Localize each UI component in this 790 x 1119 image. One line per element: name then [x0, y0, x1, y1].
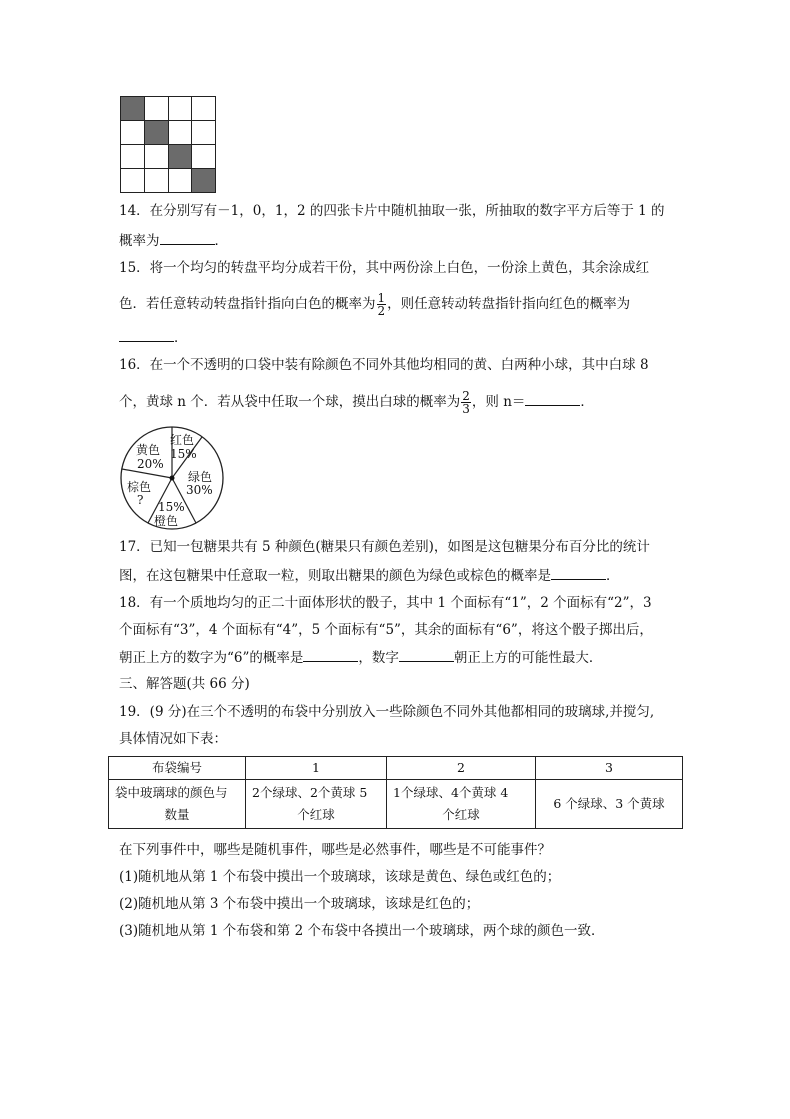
q18-line2: 个面标有“3”，4 个面标有“4”，5 个面标有“5”，其余的面标有“6”，将这个骰子掷出后，	[119, 622, 653, 638]
bag1-line1: 2个绿球、2个黄球 5	[252, 785, 368, 800]
grid-cell	[121, 121, 145, 145]
grid-cell-shaded	[144, 121, 168, 145]
q19-item-3: (3)随机地从第 1 个布袋和第 2 个布袋中各摸出一个玻璃球，两个球的颜色一致．	[119, 923, 605, 939]
pie-label-orange-name: 橙色	[154, 514, 179, 528]
table-row-label	[109, 780, 246, 829]
grid-cell	[192, 121, 216, 145]
grid-cell	[144, 169, 168, 193]
q16-line1: 16．在一个不透明的口袋中装有除颜色不同外其他均相同的黄、白两种小球，其中白球 8	[119, 357, 649, 373]
q16-frac-den: 3	[462, 402, 470, 416]
q18-line3-c: 朝正上方的可能性最大．	[453, 650, 603, 666]
pie-label-yellow-value: 20%	[137, 457, 164, 471]
q14-line2-end: ．	[214, 233, 228, 249]
q14-line2	[119, 230, 228, 251]
q19-item-2: (2)随机地从第 3 个布袋中摸出一个玻璃球，该球是红色的；	[119, 896, 480, 912]
grid-cell-shaded	[168, 145, 192, 169]
q14-answer-blank	[160, 230, 215, 245]
bag-table	[108, 756, 683, 829]
q17-line2	[119, 565, 620, 586]
q16-fraction	[461, 390, 471, 415]
pie-label-brown-name: 棕色	[127, 480, 152, 494]
q18-line3-b: ，数字	[358, 650, 399, 666]
q18-answer-blank-1	[303, 647, 358, 662]
grid-cell	[121, 145, 145, 169]
q18-line3-a: 朝正上方的数字为“6”的概率是	[119, 650, 304, 666]
q17-line2-end: ．	[606, 568, 620, 584]
q16-line2-end: ．	[580, 394, 594, 410]
q15-line1: 15．将一个均匀的转盘平均分成若干份，其中两份涂上白色，一份涂上黄色，其余涂成红	[119, 260, 650, 276]
section-heading: 三、解答题(共 66 分)	[119, 676, 250, 692]
table-cell-bag1	[246, 780, 387, 829]
q16-line2-before: 个，黄球 n 个．若从袋中任取一个球，摸出白球的概率为	[119, 394, 461, 410]
q16-line2	[119, 390, 594, 415]
q18-line1: 18．有一个质地均匀的正二十面体形状的骰子，其中 1 个面标有“1”，2 个面标有“2”，3	[119, 595, 652, 611]
q18-line3	[119, 647, 602, 668]
q15-answer-blank	[119, 327, 174, 342]
grid-cell-shaded	[121, 97, 145, 121]
q19-question: 在下列事件中，哪些是随机事件，哪些是必然事件，哪些是不可能事件？	[119, 842, 551, 858]
q19-item-1: (1)随机地从第 1 个布袋中摸出一个玻璃球，该球是黄色、绿色或红色的；	[119, 869, 561, 885]
pie-label-yellow-name: 黄色	[136, 443, 161, 457]
q15-line2-after: ，则任意转动转盘指针指向红色的概率为	[387, 296, 631, 312]
q16-line2-after: ，则 n＝	[471, 394, 526, 410]
pie-label-orange-value: 15%	[158, 500, 185, 514]
table-row	[109, 780, 683, 829]
table-cell-bag3: 6 个绿球、3 个黄球	[536, 780, 683, 829]
table-header-cell: 3	[536, 757, 683, 780]
table-header-cell: 2	[387, 757, 536, 780]
grid-cell	[144, 145, 168, 169]
q15-line2	[119, 292, 630, 317]
q17-answer-blank	[551, 565, 606, 580]
q17-line1: 17．已知一包糖果共有 5 种颜色(糖果只有颜色差别)，如图是这包糖果分布百分比的统计	[119, 539, 650, 555]
shaded-grid-figure	[120, 96, 216, 193]
pie-label-green-value: 30%	[186, 483, 213, 497]
q17-line2-text: 图，在这包糖果中任意取一粒，则取出糖果的颜色为绿色或棕色的概率是	[119, 568, 551, 584]
grid-cell	[168, 97, 192, 121]
table-header-row	[109, 757, 683, 780]
grid-cell	[144, 97, 168, 121]
q15-line3	[119, 327, 188, 348]
q19-line1: 19．(9 分)在三个不透明的布袋中分别放入一些除颜色不同外其他都相同的玻璃球,并搅匀,	[119, 704, 655, 720]
pie-label-red-name: 红色	[170, 433, 195, 447]
q15-line3-end: ．	[174, 330, 188, 346]
table-header-cell: 1	[246, 757, 387, 780]
grid-cell	[168, 121, 192, 145]
q15-frac-den: 2	[377, 304, 386, 318]
pie-center-dot	[170, 476, 175, 481]
pie-label-red-value: 15%	[170, 447, 197, 461]
q14-line2-text: 概率为	[119, 233, 160, 249]
bag1-line2: 个红球	[297, 807, 335, 822]
candy-pie-chart	[118, 424, 226, 532]
q16-frac-num: 2	[462, 389, 470, 403]
grid-cell	[121, 169, 145, 193]
q15-frac-num: 1	[377, 291, 386, 305]
row-label-line2: 数量	[164, 807, 190, 822]
q16-answer-blank	[525, 391, 580, 406]
q15-fraction	[377, 292, 387, 317]
grid-cell	[192, 145, 216, 169]
q19-line2: 具体情况如下表：	[119, 731, 227, 747]
pie-label-green-name: 绿色	[188, 470, 213, 484]
pie-label-brown-value: ?	[137, 493, 144, 507]
grid-cell-shaded	[192, 169, 216, 193]
q14-line1: 14．在分别写有－1，0，1，2 的四张卡片中随机抽取一张，所抽取的数字平方后等于 1 的	[119, 203, 665, 219]
row-label-line1: 袋中玻璃球的颜色与	[115, 785, 228, 800]
grid-cell	[192, 97, 216, 121]
bag2-line1: 1个绿球、4个黄球 4	[393, 785, 509, 800]
table-cell-bag2	[387, 780, 536, 829]
q15-line2-before: 色．若任意转动转盘指针指向白色的概率为	[119, 296, 376, 312]
bag2-line2: 个红球	[442, 807, 480, 822]
q18-answer-blank-2	[399, 647, 454, 662]
table-header-cell: 布袋编号	[109, 757, 246, 780]
grid-cell	[168, 169, 192, 193]
